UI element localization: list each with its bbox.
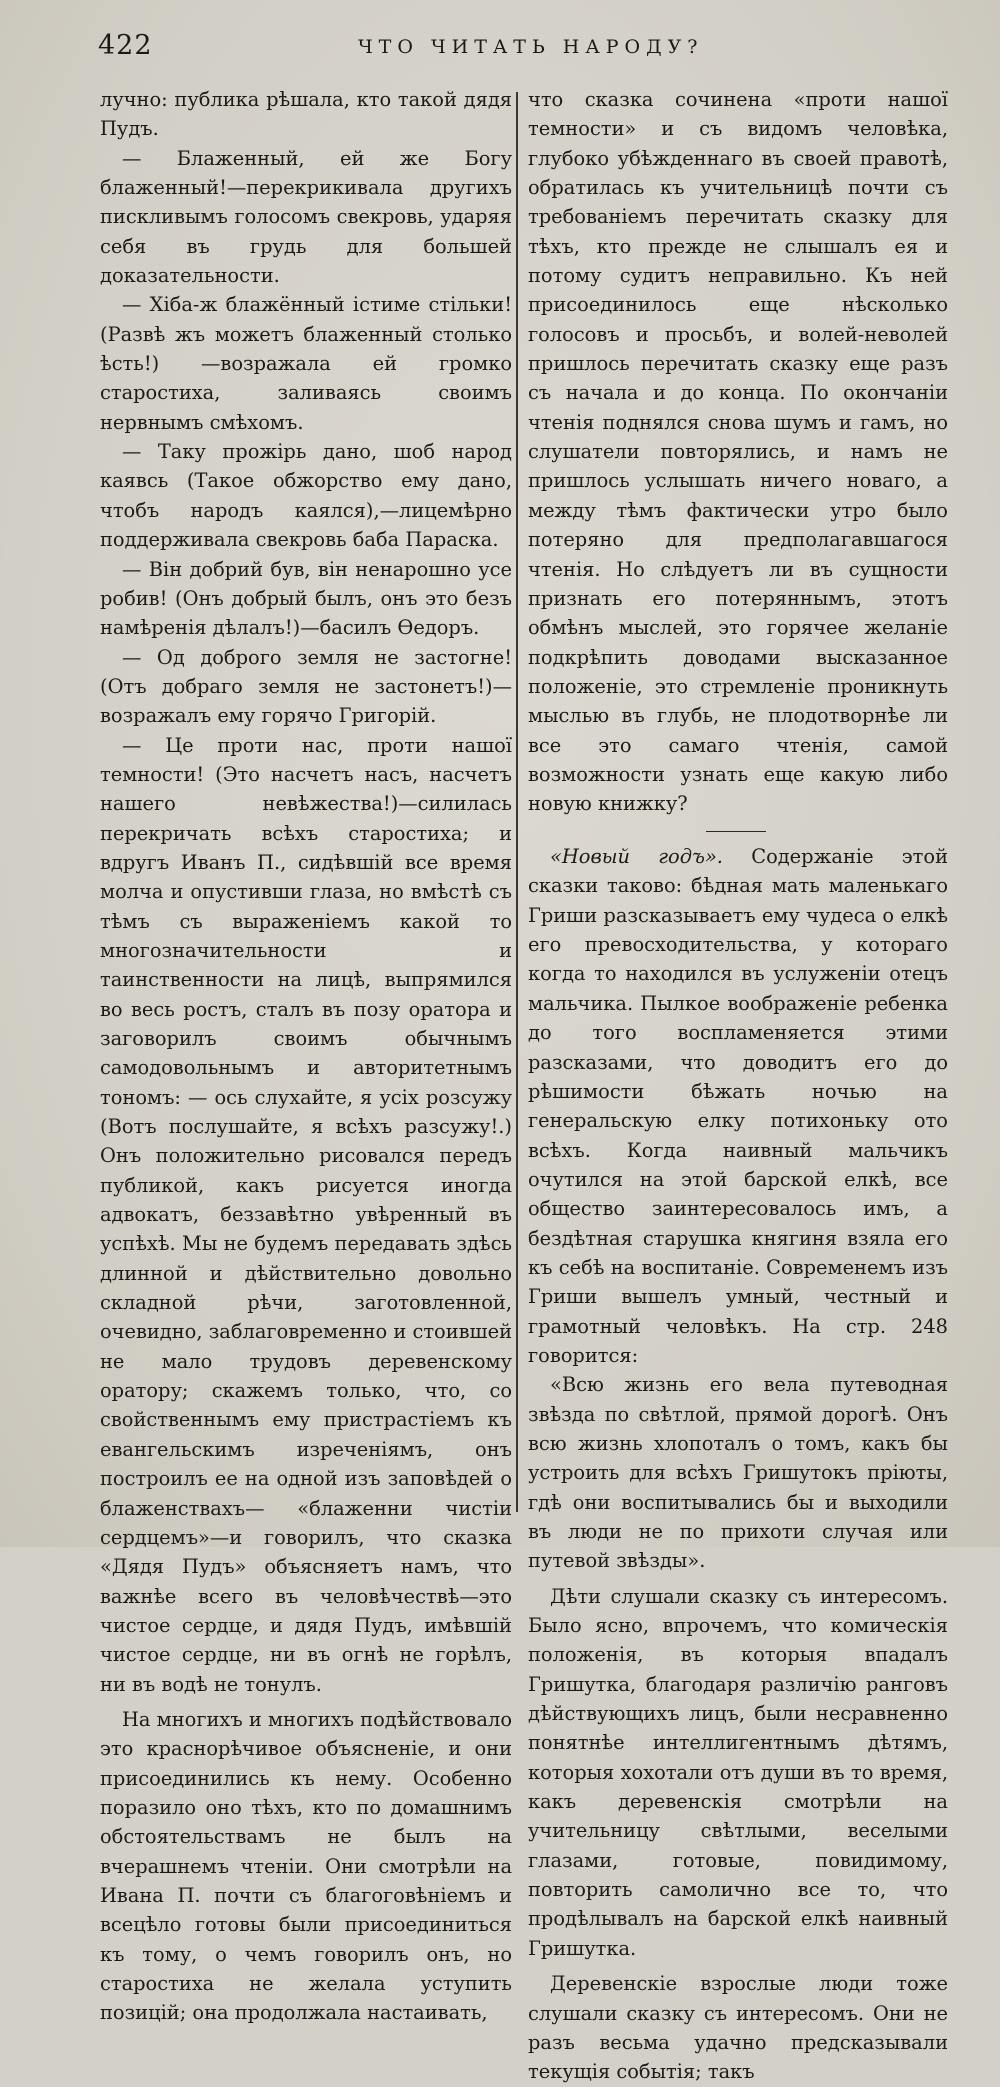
paragraph: Дѣти слушали сказку съ интересомъ. Было ясно, впрочемъ, что комическія положенія, въ которыя впадалъ Гришутка, благодаря различію ранговъ дѣйствующихъ лицъ, были несравненно понятнѣе интеллигентнымъ дѣтямъ, которыя хохотали отъ души въ то время, какъ деревенскія смотрѣли на учительницу свѣтлыми, веселыми глазами, готовые, повидимому, повторить самолично все то, что продѣлывалъ на барской елкѣ наивный Гришутка. bbox=[528, 1584, 948, 1960]
quotation: «Всю жизнь его вела путеводная звѣзда по свѣтлой, прямой дорогѣ. Онъ всю жизнь хлопоталъ о томъ, какъ бы устроить для всѣхъ Гришутокъ пріюты, гдѣ они воспитывались бы и выходили въ люди не по прихоти случая или путевой звѣзды». bbox=[528, 1373, 948, 1573]
story-summary: Содержаніе этой сказки таково: бѣдная мать маленькаго Гриши разсказываетъ ему чудеса о елкѣ его превосходительства, у котораго когда то находился въ услуженіи отецъ мальчика. Пылкое воображеніе ребенка до того воспламеняется этими разсказами, что доводитъ его до рѣшимости бѣжать ночью на генеральскую елку потихоньку ото всѣхъ. Когда наивный мальчикъ очутился на этой барской елкѣ, все общество заинтересовалось имъ, а бездѣтная старушка княгиня взяла его къ себѣ на воспитаніе. Современемъ изъ Гриши вышелъ умный, честный и грамотный человѣкъ. На стр. 248 говорится: bbox=[528, 845, 948, 1367]
column-divider bbox=[516, 92, 518, 1512]
paragraph: лучно: публика рѣшала, кто такой дядя Пудъ. bbox=[100, 88, 512, 141]
paragraph: — Він добрий був, він ненарошно усе робив! (Онъ добрый былъ, онъ это безъ намѣренія дѣлалъ!)—басилъ Ѳедоръ. bbox=[100, 557, 512, 640]
section-separator bbox=[706, 831, 766, 833]
page-number: 422 bbox=[98, 30, 153, 61]
paragraph: — Це проти нас, проти нашої темности! (Это насчетъ насъ, насчетъ нашего невѣжества!)—силилась перекричать всѣхъ старостиха; и вдругъ Иванъ П., сидѣвшій все время молча и опустивши глаза, но вмѣстѣ съ тѣмъ съ выраженіемъ какой то многозначительности и таинственности на лицѣ, выпрямился во весь ростъ, сталъ въ позу оратора и заговорилъ своимъ обычнымъ самодовольнымъ и авторитетнымъ тономъ: — ось слухайте, я усіх розсужу (Вотъ послушайте, я всѣхъ разсужу!.) Онъ положительно рисовался передъ публикой, какъ рисуется иногда адвокатъ, беззавѣтно увѣренный въ успѣхѣ. Мы не будемъ передавать здѣсь длинной и дѣйствительно довольно складной рѣчи, заготовленной, очевидно, заблаговременно и стоившей не мало трудовъ деревенскому оратору; скажемъ только, что, со свойственнымъ ему пристрастіемъ къ евангельскимъ изреченіямъ, онъ построилъ ее на одной изъ заповѣдей о блаженствахъ— «блаженни чистіи сердцемъ»—и говорилъ, что сказка «Дядя Пудъ» объясняетъ намъ, что важнѣе всего въ человѣчествѣ—это чистое сердце, и дядя Пудъ, имѣвшій чистое сердце, ни въ огнѣ не горѣлъ, ни въ водѣ не тонулъ. bbox=[100, 733, 512, 1696]
paragraph: — Блаженный, ей же Богу блаженный!—перекрикивала другихъ пискливымъ голосомъ свекровь, ударяя себя въ грудь для большей доказательности. bbox=[100, 146, 512, 288]
paragraph: — Таку прожірь дано, шоб народ каявсь (Такое обжорство ему дано, чтобъ народъ каялся),—лицемѣрно поддерживала свекровь баба Параска. bbox=[100, 440, 512, 552]
paragraph: Деревенскіе взрослые люди тоже слушали сказку съ интересомъ. Они не разъ весьма удачно предсказывали текущія событія; такъ bbox=[528, 1972, 948, 2084]
running-title: ЧТО ЧИТАТЬ НАРОДУ? bbox=[358, 36, 704, 58]
right-column bbox=[528, 85, 948, 2087]
story-title: «Новый годъ». bbox=[550, 845, 723, 869]
paragraph-new-year bbox=[528, 842, 948, 1370]
paragraph: что сказка сочинена «проти нашої темности» и съ видомъ человѣка, глубоко убѣжденнаго въ своей правотѣ, обратилась къ учительницѣ почти съ требованіемъ перечитать сказку для тѣхъ, кто прежде не слышалъ ея и потому судитъ неправильно. Къ ней присоединилось еще нѣсколько голосовъ и просьбъ, и волей-неволей пришлось перечитать сказку еще разъ съ начала и до конца. По окончаніи чтенія поднялся снова шумъ и гамъ, но слушатели повторялись, и намъ не пришлось услышать ничего новаго, а между тѣмъ фактически утро было потеряно для предполагавшагося чтенія. Но слѣдуетъ ли въ сущности признать его потеряннымъ, этотъ обмѣнъ мыслей, это горячее желаніе подкрѣпить доводами высказанное положеніе, это стремленіе проникнуть мыслью въ глубь, не плодотворнѣе ли все это самаго чтенія, самой возможности узнать еще какую либо новую книжку? bbox=[528, 88, 948, 816]
paragraph: — Од доброго земля не застогне! (Отъ добраго земля не застонетъ!)—возражалъ ему горячо Григорій. bbox=[100, 645, 512, 728]
paragraph: — Хіба-ж блажённый істиме стільки! (Развѣ жъ можетъ блаженный столько ѣсть!) —возражала ей громко старостиха, заливаясь своимъ нервнымъ смѣхомъ. bbox=[100, 293, 512, 434]
left-column bbox=[100, 85, 512, 2028]
paragraph: На многихъ и многихъ подѣйствовало это краснорѣчивое объясненіе, и они присоединились къ нему. Особенно поразило оно тѣхъ, кто по домашнимъ обстоятельствамъ не былъ на вчерашнемъ чтеніи. Они смотрѣли на Ивана П. почти съ благоговѣніемъ и всецѣло готовы были присоединиться къ тому, о чемъ говорилъ онъ, но старостиха не желала уступить позицій; она продолжала настаивать, bbox=[100, 1707, 512, 2025]
running-head bbox=[98, 30, 953, 70]
